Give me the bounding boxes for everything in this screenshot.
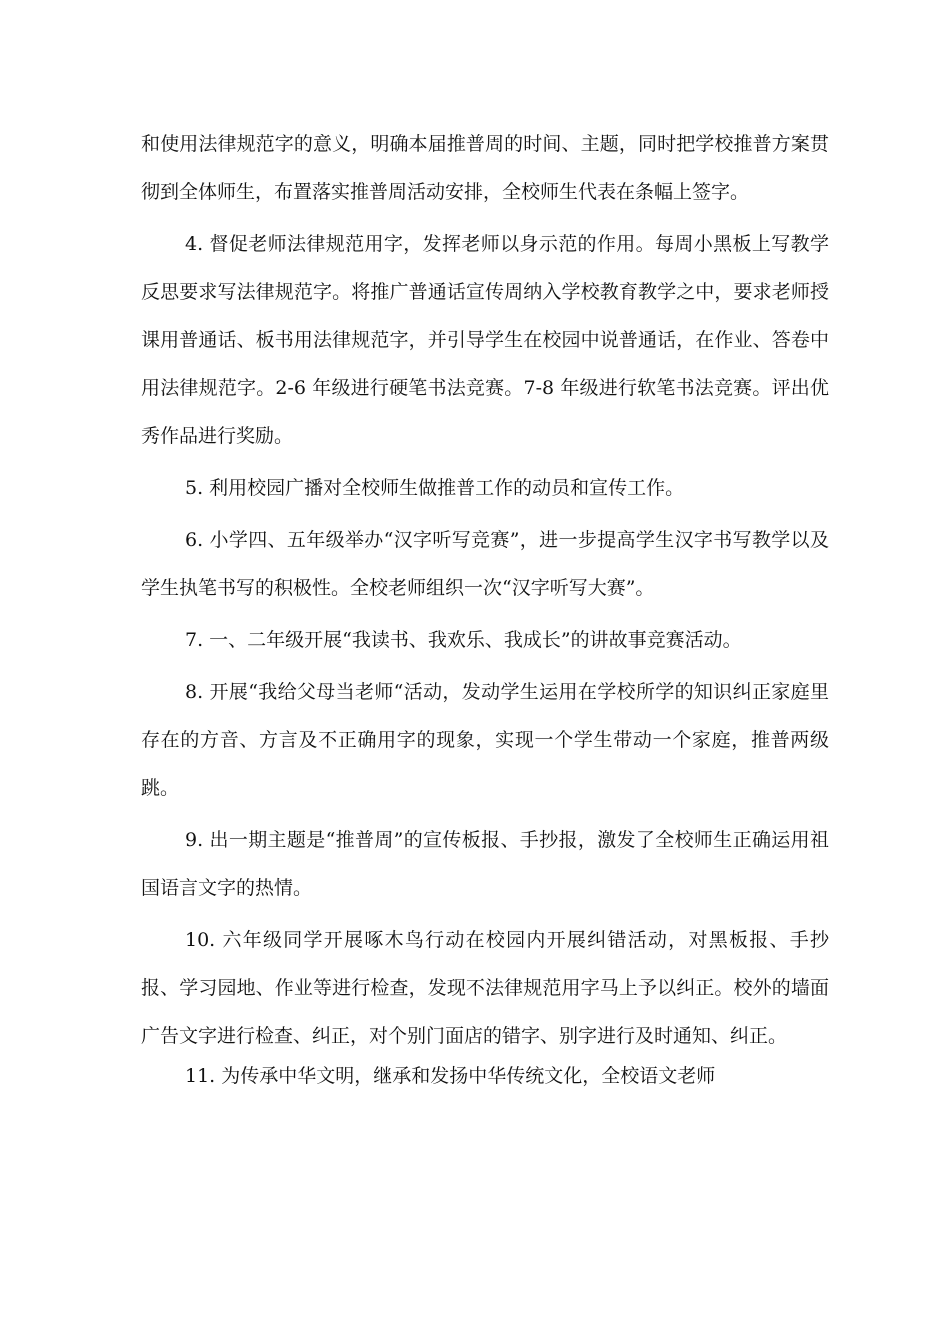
paragraph-item-9: 9. 出一期主题是“推普周”的宣传板报、手抄报，激发了全校师生正确运用祖国语言文字的热情。 bbox=[141, 829, 829, 899]
paragraph-item-6: 6. 小学四、五年级举办“汉字听写竞赛”，进一步提高学生汉字书写教学以及学生执笔书写的积极性。全校老师组织一次“汉字听写大赛”。 bbox=[141, 529, 829, 599]
paragraph-item-10: 10. 六年级同学开展啄木鸟行动在校园内开展纠错活动，对黑板报、手抄报、学习园地、作业等进行检查，发现不法律规范用字马上予以纠正。校外的墙面广告文字进行检查、纠正，对个别门面店的错字、别字进行及时通知、纠正。 bbox=[141, 929, 829, 1047]
paragraph-item-11: 11. 为传承中华文明，继承和发扬中华传统文化，全校语文老师 bbox=[185, 1065, 716, 1087]
paragraph-item-5: 5. 利用校园广播对全校师生做推普工作的动员和宣传工作。 bbox=[185, 477, 685, 499]
paragraph-item-4: 4. 督促老师法律规范用字，发挥老师以身示范的作用。每周小黑板上写教学反思要求写法律规范字。将推广普通话宣传周纳入学校教育教学之中，要求老师授课用普通话、板书用法律规范字，并引导学生在校园中说普通话，在作业、答卷中用法律规范字。2-6 年级进行硬笔书法竞赛。7-8 年级进行软笔书法竞赛。评出优秀作品进行奖励。 bbox=[141, 233, 829, 447]
document-body bbox=[141, 120, 829, 1104]
paragraph-item-8: 8. 开展“我给父母当老师“活动，发动学生运用在学校所学的知识纠正家庭里存在的方音、方言及不正确用字的现象，实现一个学生带动一个家庭，推普两级跳。 bbox=[141, 681, 829, 799]
paragraph-item-7: 7. 一、二年级开展“我读书、我欢乐、我成长”的讲故事竞赛活动。 bbox=[185, 629, 742, 651]
paragraph-intro: 和使用法律规范字的意义，明确本届推普周的时间、主题，同时把学校推普方案贯彻到全体师生，布置落实推普周活动安排，全校师生代表在条幅上签字。 bbox=[141, 133, 829, 203]
